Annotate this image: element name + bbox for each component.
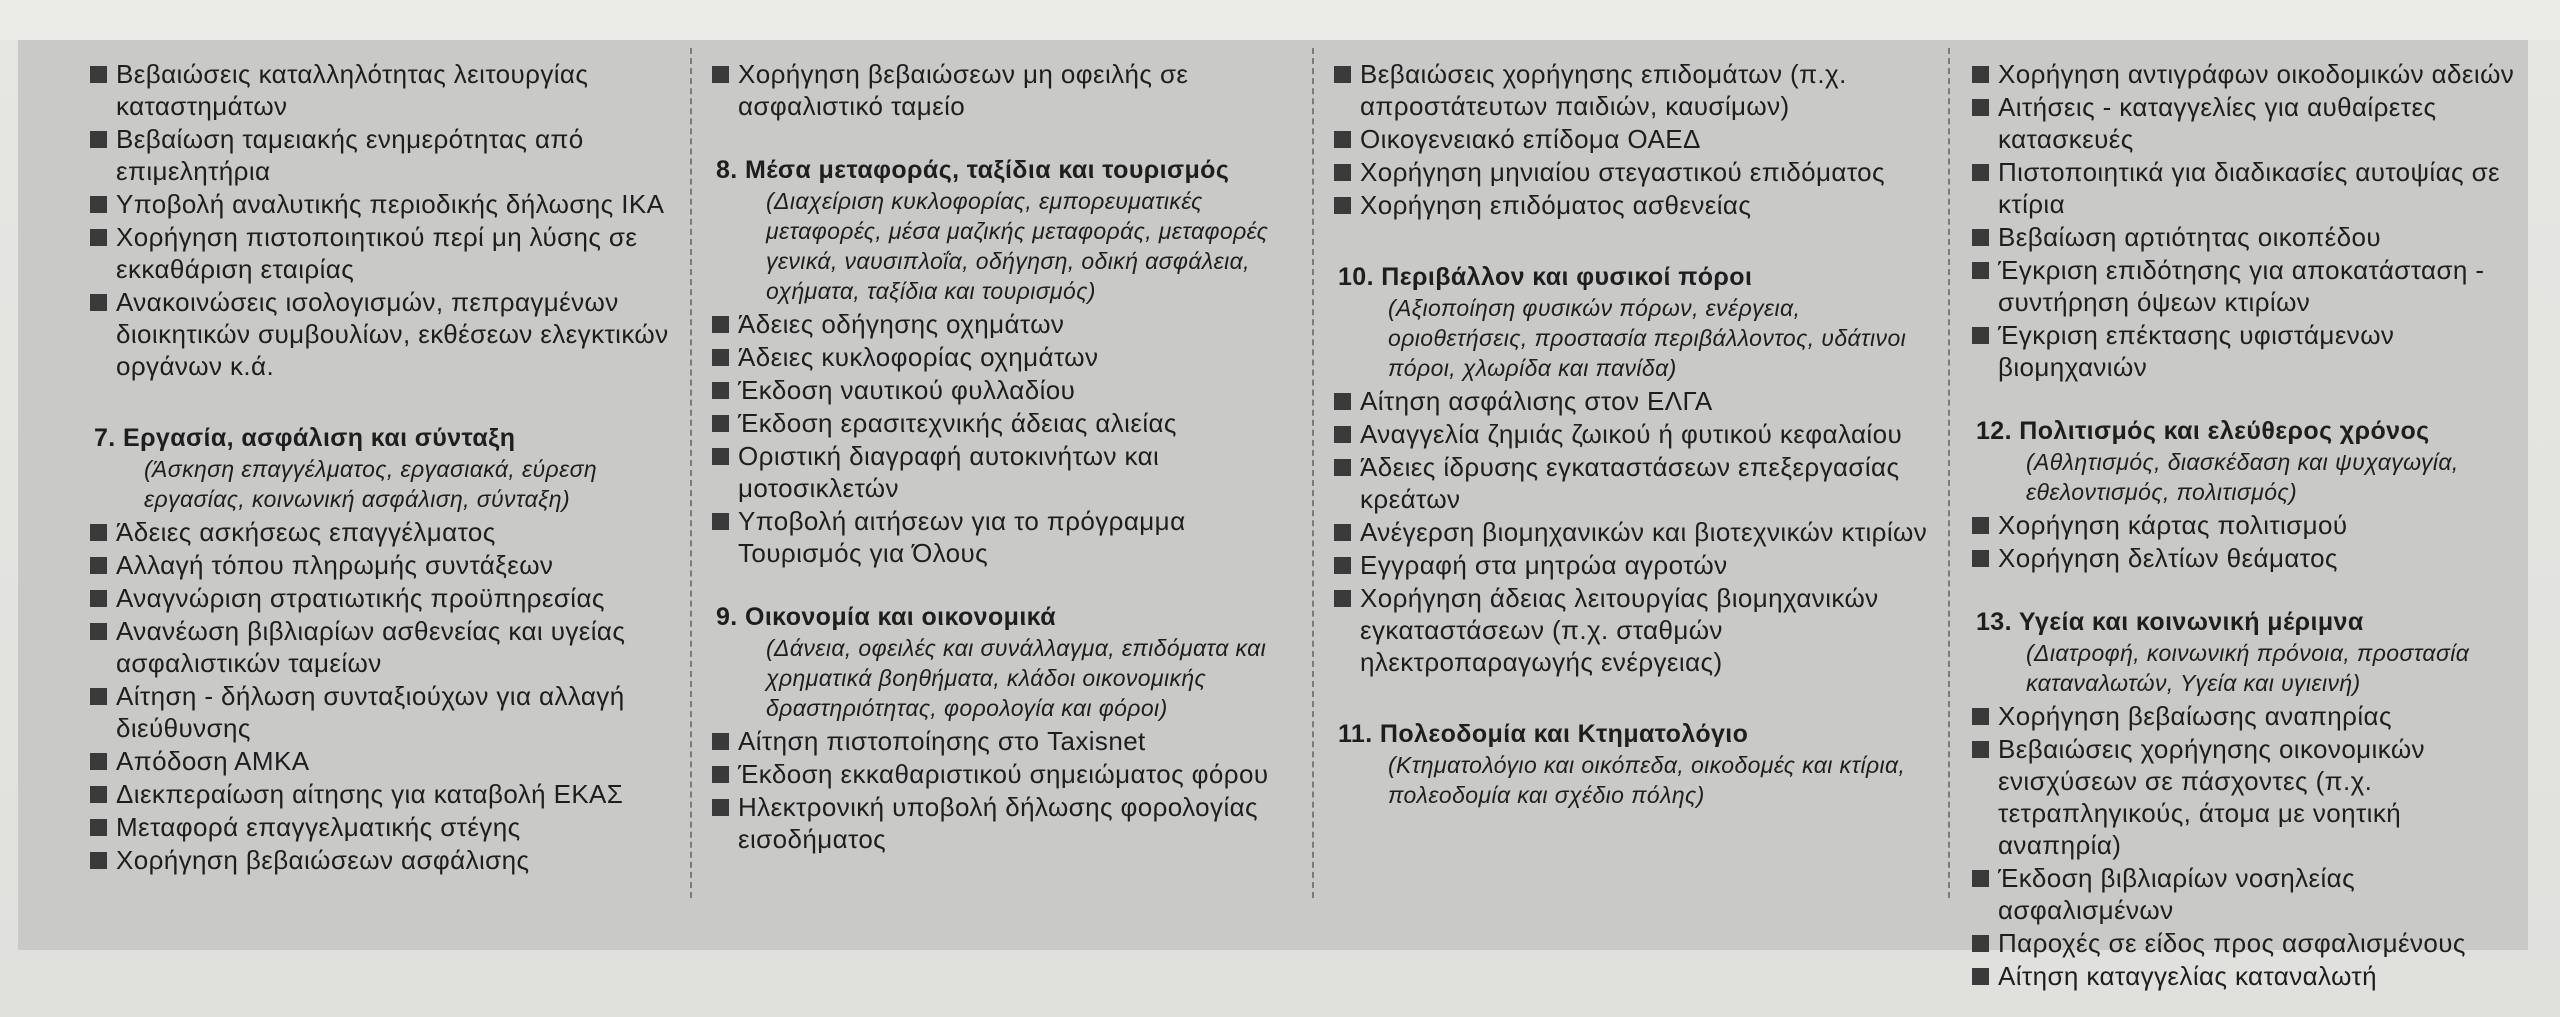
bullet-icon (712, 733, 729, 750)
list-item: Έκδοση βιβλιαρίων νοσηλείας ασφαλισμένων (1970, 862, 2530, 926)
bullet-icon (1972, 66, 1989, 83)
list-item: Διεκπεραίωση αίτησης για καταβολή ΕΚΑΣ (88, 778, 688, 810)
bullet-icon (1972, 517, 1989, 534)
bullet-icon (1972, 262, 1989, 279)
list-item: Έκδοση εκκαθαριστικού σημειώματος φόρου (710, 758, 1300, 790)
list-item: Χορήγηση επιδόματος ασθενείας (1332, 189, 1932, 221)
section-title: 12. Πολιτισμός και ελεύθερος χρόνος (1976, 417, 2430, 445)
section-title: 11. Πολεοδομία και Κτηματολόγιο (1338, 720, 1749, 748)
list-item: Ανέγερση βιομηχανικών και βιοτεχνικών κτιρίων (1332, 516, 1932, 548)
bullet-icon (90, 294, 107, 311)
list-item: Χορήγηση πιστοποιητικού περί μη λύσης σε εκκαθάριση εταιρίας (88, 221, 688, 285)
bullet-icon (1972, 229, 1989, 246)
bullet-icon (90, 688, 107, 705)
column-separator (690, 48, 692, 898)
column-4 (1970, 58, 2530, 993)
bullet-icon (90, 196, 107, 213)
list-item: Οριστική διαγραφή αυτοκινήτων και μοτοσικλετών (710, 440, 1300, 504)
bullet-icon (1972, 741, 1989, 758)
list-item: Υποβολή αιτήσεων για το πρόγραμμα Τουρισμός για Όλους (710, 505, 1300, 569)
bullet-icon (1972, 164, 1989, 181)
bullet-icon (90, 852, 107, 869)
bullet-icon (90, 557, 107, 574)
bullet-icon (712, 766, 729, 783)
column-1 (88, 58, 688, 877)
list-item: Βεβαίωση αρτιότητας οικοπέδου (1970, 221, 2530, 253)
list-item: Χορήγηση βεβαιώσεων μη οφειλής σε ασφαλιστικό ταμείο (710, 58, 1300, 122)
bullet-icon (712, 382, 729, 399)
bullet-icon (90, 819, 107, 836)
list-item: Βεβαιώσεις καταλληλότητας λειτουργίας καταστημάτων (88, 58, 688, 122)
list-item: Αίτηση καταγγελίας καταναλωτή (1970, 960, 2530, 992)
list-item: Βεβαιώσεις χορήγησης οικονομικών ενισχύσεων σε πάσχοντες (π.χ. τετραπληγικούς, άτομα με νοητική αναπηρία) (1970, 733, 2530, 861)
bullet-icon (1334, 393, 1351, 410)
section-subtitle: (Κτηματολόγιο και οικόπεδα, οικοδομές και κτίρια, πολεοδομία και σχέδιο πόλης) (1388, 752, 1906, 808)
list-item: Υποβολή αναλυτικής περιοδικής δήλωσης ΙΚΑ (88, 188, 688, 220)
bullet-icon (90, 524, 107, 541)
list-item: Αίτηση ασφάλισης στον ΕΛΓΑ (1332, 385, 1932, 417)
column-2 (710, 58, 1300, 856)
column-separator (1948, 48, 1950, 898)
list-item: Άδειες ίδρυσης εγκαταστάσεων επεξεργασίας κρεάτων (1332, 451, 1932, 515)
list-item: Ανακοινώσεις ισολογισμών, πεπραγμένων διοικητικών συμβουλίων, εκθέσεων ελεγκτικών οργάνων κ.ά. (88, 286, 688, 382)
list-item: Μεταφορά επαγγελματικής στέγης (88, 811, 688, 843)
list-item: Οικογενειακό επίδομα ΟΑΕΔ (1332, 123, 1932, 155)
bullet-icon (1334, 459, 1351, 476)
bullet-icon (90, 590, 107, 607)
section-title: 8. Μέσα μεταφοράς, ταξίδια και τουρισμός (716, 156, 1230, 184)
bullet-icon (1334, 131, 1351, 148)
list-item: Χορήγηση δελτίων θεάματος (1970, 542, 2530, 574)
bullet-icon (1972, 870, 1989, 887)
bullet-icon (712, 66, 729, 83)
bullet-icon (1334, 66, 1351, 83)
list-item: Χορήγηση κάρτας πολιτισμού (1970, 509, 2530, 541)
section-subtitle: (Αθλητισμός, διασκέδαση και ψυχαγωγία, εθελοντισμός, πολιτισμός) (2026, 449, 2459, 505)
section-title: 7. Εργασία, ασφάλιση και σύνταξη (94, 424, 516, 452)
bullet-icon (90, 229, 107, 246)
bullet-icon (90, 786, 107, 803)
list-item: Χορήγηση βεβαίωσης αναπηρίας (1970, 700, 2530, 732)
bullet-icon (712, 349, 729, 366)
bullet-icon (1334, 557, 1351, 574)
section-title: 13. Υγεία και κοινωνική μέριμνα (1976, 608, 2364, 636)
column-separator (1312, 48, 1314, 898)
section-subtitle: (Διατροφή, κοινωνική πρόνοια, προστασία καταναλωτών, Υγεία και υγιεινή) (2026, 640, 2470, 696)
list-item: Χορήγηση άδειας λειτουργίας βιομηχανικών εγκαταστάσεων (π.χ. σταθμών ηλεκτροπαραγωγής ενέργειας) (1332, 582, 1932, 678)
section-subtitle: (Άσκηση επαγγέλματος, εργασιακά, εύρεση εργασίας, κοινωνική ασφάλιση, σύνταξη) (144, 456, 598, 512)
bleed-through-strip (0, 0, 2560, 40)
bullet-icon (1972, 968, 1989, 985)
list-item: Αίτηση - δήλωση συνταξιούχων για αλλαγή διεύθυνσης (88, 680, 688, 744)
section-title: 10. Περιβάλλον και φυσικοί πόροι (1338, 263, 1753, 291)
list-item: Άδειες οδήγησης οχημάτων (710, 308, 1300, 340)
list-item: Ανανέωση βιβλιαρίων ασθενείας και υγείας ασφαλιστικών ταμείων (88, 615, 688, 679)
list-item: Βεβαιώσεις χορήγησης επιδομάτων (π.χ. απροστάτευτων παιδιών, καυσίμων) (1332, 58, 1932, 122)
section-subtitle: (Αξιοποίηση φυσικών πόρων, ενέργεια, οριοθετήσεις, προστασία περιβάλλοντος, υδάτινοι πόροι, χλωρίδα και πανίδα) (1388, 295, 1907, 381)
section-subtitle: (Δάνεια, οφειλές και συνάλλαγμα, επιδόματα και χρηματικά βοηθήματα, κλάδοι οικονομικής δραστηριότητας, φορολογία και φόροι) (766, 635, 1267, 721)
list-item: Χορήγηση βεβαιώσεων ασφάλισης (88, 844, 688, 876)
list-item: Έκδοση ερασιτεχνικής άδειας αλιείας (710, 407, 1300, 439)
list-item: Έγκριση επέκτασης υφιστάμενων βιομηχανιών (1970, 319, 2530, 383)
bullet-icon (1972, 550, 1989, 567)
bullet-icon (90, 623, 107, 640)
list-item: Έγκριση επιδότησης για αποκατάσταση - συντήρηση όψεων κτιρίων (1970, 254, 2530, 318)
list-item: Αίτηση πιστοποίησης στο Taxisnet (710, 725, 1300, 757)
bullet-icon (1334, 164, 1351, 181)
list-item: Έκδοση ναυτικού φυλλαδίου (710, 374, 1300, 406)
bullet-icon (1334, 524, 1351, 541)
section-title: 9. Οικονομία και οικονομικά (716, 603, 1056, 631)
list-item: Άδειες ασκήσεως επαγγέλματος (88, 516, 688, 548)
bullet-icon (712, 448, 729, 465)
bullet-icon (90, 66, 107, 83)
list-item: Αιτήσεις - καταγγελίες για αυθαίρετες κατασκευές (1970, 91, 2530, 155)
bullet-icon (712, 316, 729, 333)
list-item: Αλλαγή τόπου πληρωμής συντάξεων (88, 549, 688, 581)
column-3 (1332, 58, 1932, 812)
list-item: Χορήγηση μηνιαίου στεγαστικού επιδόματος (1332, 156, 1932, 188)
list-item: Αναγνώριση στρατιωτικής προϋπηρεσίας (88, 582, 688, 614)
bullet-icon (1972, 99, 1989, 116)
list-item: Άδειες κυκλοφορίας οχημάτων (710, 341, 1300, 373)
list-item: Αναγγελία ζημιάς ζωικού ή φυτικού κεφαλαίου (1332, 418, 1932, 450)
list-item: Βεβαίωση ταμειακής ενημερότητας από επιμελητήρια (88, 123, 688, 187)
bullet-icon (90, 131, 107, 148)
list-item: Παροχές σε είδος προς ασφαλισμένους (1970, 927, 2530, 959)
bullet-icon (1972, 708, 1989, 725)
bullet-icon (90, 753, 107, 770)
list-item: Εγγραφή στα μητρώα αγροτών (1332, 549, 1932, 581)
list-item: Απόδοση ΑΜΚΑ (88, 745, 688, 777)
bullet-icon (1334, 590, 1351, 607)
bullet-icon (1334, 426, 1351, 443)
bullet-icon (1972, 327, 1989, 344)
bullet-icon (1972, 935, 1989, 952)
list-item: Πιστοποιητικά για διαδικασίες αυτοψίας σε κτίρια (1970, 156, 2530, 220)
bullet-icon (712, 513, 729, 530)
list-item: Ηλεκτρονική υποβολή δήλωσης φορολογίας εισοδήματος (710, 791, 1300, 855)
section-subtitle: (Διαχείριση κυκλοφορίας, εμπορευματικές μεταφορές, μέσα μαζικής μεταφοράς, μεταφορές γενικά, ναυσιπλοΐα, οδήγηση, οδική ασφάλεια, οχήματα, ταξίδια και τουρισμός) (766, 188, 1269, 304)
bullet-icon (1334, 197, 1351, 214)
bullet-icon (712, 415, 729, 432)
list-item: Χορήγηση αντιγράφων οικοδομικών αδειών (1970, 58, 2530, 90)
bullet-icon (712, 799, 729, 816)
